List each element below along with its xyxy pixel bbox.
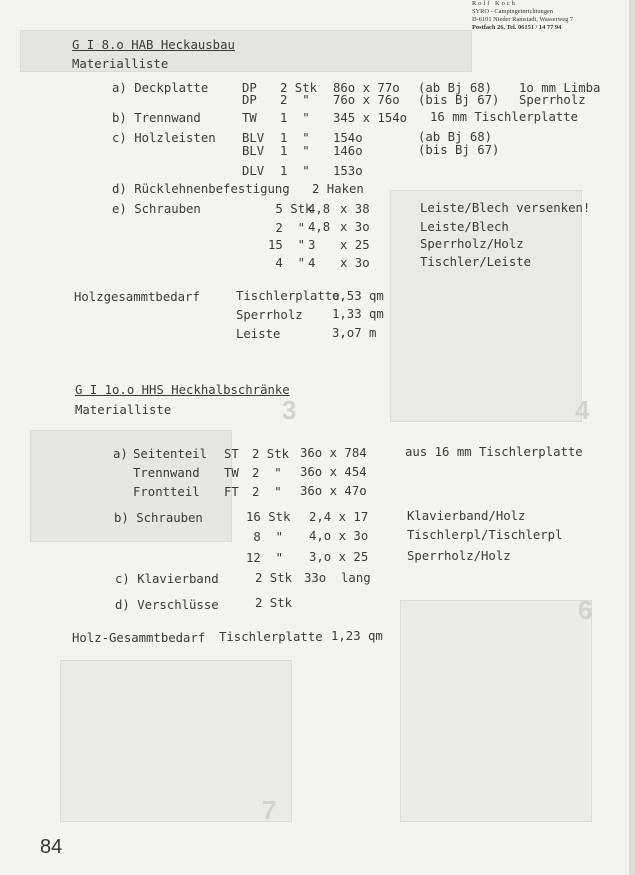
qty: 2 Stk	[255, 596, 293, 610]
item-d-label: d) Verschlüsse	[115, 598, 219, 612]
qty: 8 "	[246, 530, 284, 544]
value: 33o lang	[304, 571, 371, 585]
qty: 2 Stk	[252, 447, 290, 461]
dims: 4,o x 3o	[309, 529, 369, 543]
total-value: 1,23 qm	[331, 629, 383, 643]
item-b-label: b) Schrauben	[114, 511, 203, 525]
qty: 2 Stk	[280, 81, 318, 95]
item-e-label: e) Schrauben	[112, 202, 201, 216]
qty: 16 Stk	[246, 510, 291, 524]
size: 4	[308, 256, 316, 270]
length: x 3o	[340, 256, 370, 270]
qty: 2 "	[252, 466, 282, 480]
qty: 1 "	[280, 144, 310, 158]
qty: 2 "	[252, 485, 282, 499]
page-edge	[629, 0, 635, 875]
note: (ab Bj 68)	[418, 81, 493, 95]
code: DP	[242, 93, 257, 107]
length: x 25	[340, 238, 370, 252]
length: x 3o	[340, 220, 370, 234]
dims: 76o x 76o	[333, 93, 400, 107]
qty: 15 "	[268, 238, 306, 252]
dims: 2,4 x 17	[309, 510, 369, 524]
use: Leiste/Blech versenken!	[420, 201, 591, 215]
section1-title: G I 8.o HAB Heckausbau	[72, 38, 235, 52]
qty: 1 "	[280, 164, 310, 178]
show-through-block	[400, 600, 592, 822]
material: 16 mm Tischlerplatte	[430, 110, 579, 124]
code: BLV	[242, 131, 265, 145]
total-material: Leiste	[236, 327, 281, 341]
material: Sperrholz	[519, 93, 586, 107]
use: Leiste/Blech	[420, 220, 509, 234]
use: Klavierband/Holz	[407, 509, 526, 523]
company-stamp	[472, 0, 573, 32]
qty: 2 "	[280, 93, 310, 107]
item-c-label: c) Klavierband	[115, 572, 219, 586]
part-name: Frontteil	[133, 485, 200, 499]
dims: 36o x 47o	[300, 484, 367, 498]
total-material: Tischlerplatte	[236, 289, 340, 303]
size: 3	[308, 238, 316, 252]
qty: 2 "	[268, 221, 306, 235]
section1-subtitle: Materialliste	[72, 57, 169, 71]
total-material: Sperrholz	[236, 308, 303, 322]
code: ST	[224, 447, 239, 461]
total-label: Holz-Gesammtbedarf	[72, 631, 206, 645]
value: 2 Haken	[312, 182, 364, 196]
code: FT	[224, 485, 239, 499]
stamp-company: SYRO - Campingeinrichtungen	[472, 8, 553, 15]
use: Tischlerpl/Tischlerpl	[407, 528, 563, 542]
qty: 4 "	[268, 256, 306, 270]
note: (bis Bj 67)	[418, 93, 500, 107]
show-through-figure-number: 7	[262, 795, 277, 825]
total-material: Tischlerplatte	[219, 630, 323, 644]
note: aus 16 mm Tischlerplatte	[405, 445, 583, 459]
note: (bis Bj 67)	[418, 143, 500, 157]
section2-title: G I 1o.o HHS Heckhalbschränke	[75, 383, 290, 397]
item-c-label: c) Holzleisten	[112, 131, 216, 145]
size: 4,8	[308, 220, 331, 234]
show-through-figure-number: 3	[282, 395, 297, 425]
stamp-contact: Postfach 26, Tel. 06151 / 14 77 94	[472, 24, 562, 31]
dims: 153o	[333, 164, 363, 178]
dims: 345 x 154o	[333, 111, 408, 125]
total-value: o,53 qm	[332, 289, 384, 303]
use: Sperrholz/Holz	[420, 237, 524, 251]
total-value: 3,o7 m	[332, 326, 377, 340]
show-through-figure-number: 6	[578, 595, 593, 625]
note: (ab Bj 68)	[418, 130, 493, 144]
use: Sperrholz/Holz	[407, 549, 511, 563]
size: 4,8	[308, 202, 331, 216]
stamp-name: Rolf Koch	[472, 0, 517, 7]
length: x 38	[340, 202, 370, 216]
item-a-prefix: a)	[113, 447, 128, 461]
qty: 5 Stk	[268, 202, 313, 216]
dims: 146o	[333, 144, 363, 158]
dims: 86o x 77o	[333, 81, 400, 95]
dims: 3,o x 25	[309, 550, 369, 564]
qty: 1 "	[280, 111, 310, 125]
stamp-address: D-6101 Nieder Ramstadt, Wasserweg 7	[472, 16, 574, 23]
code: DP	[242, 81, 257, 95]
item-a-label: a) Deckplatte	[112, 81, 209, 95]
code: TW	[224, 466, 239, 480]
dims: 36o x 454	[300, 465, 367, 479]
code: BLV	[242, 144, 265, 158]
dims: 154o	[333, 131, 363, 145]
qty: 2 Stk	[255, 571, 293, 585]
total-value: 1,33 qm	[332, 307, 384, 321]
qty: 1 "	[280, 131, 310, 145]
item-d-label: d) Rücklehnenbefestigung	[112, 182, 290, 196]
show-through-figure-number: 4	[575, 395, 590, 425]
use: Tischler/Leiste	[420, 255, 532, 269]
section2-subtitle: Materialliste	[75, 403, 172, 417]
part-name: Seitenteil	[133, 447, 208, 461]
code: DLV	[242, 164, 265, 178]
dims: 36o x 784	[300, 446, 367, 460]
show-through-block	[60, 660, 292, 822]
qty: 12 "	[246, 551, 284, 565]
page-number: 84	[40, 836, 63, 858]
material: 1o mm Limba	[519, 81, 601, 95]
code: TW	[242, 111, 257, 125]
item-b-label: b) Trennwand	[112, 111, 201, 125]
part-name: Trennwand	[133, 466, 200, 480]
total-label: Holzgesammtbedarf	[74, 290, 200, 304]
